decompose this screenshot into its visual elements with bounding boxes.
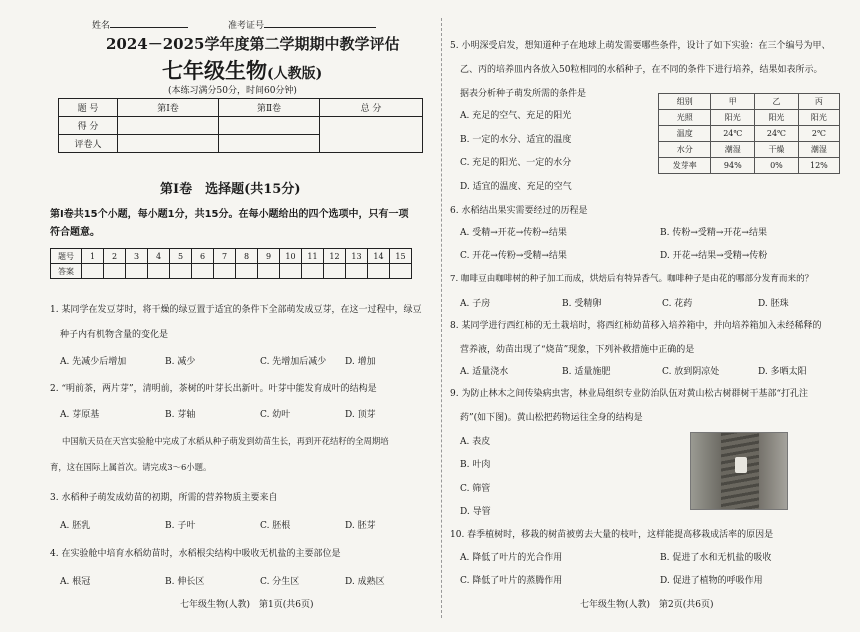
experiment-row-label: 光照 xyxy=(659,110,711,126)
question-5-stem-2: 乙、丙的培养皿内各放入50粒相同的水稻种子，在不同的条件下进行培养，结果如表所示。 xyxy=(460,65,823,75)
answer-number: 3 xyxy=(126,249,148,264)
question-9-option-a[interactable]: A. 表皮 xyxy=(460,437,491,447)
score-cell xyxy=(219,117,320,135)
question-5-option-d[interactable]: D. 适宜的温度、充足的空气 xyxy=(460,182,572,192)
answer-number: 9 xyxy=(258,249,280,264)
answer-table xyxy=(50,248,412,279)
question-5-stem: 5. 小明深受启发，想知道种子在地球上萌发需要哪些条件，设计了如下实验：在三个编号为甲、 xyxy=(450,41,831,51)
question-1-option-d[interactable]: D. 增加 xyxy=(345,357,376,367)
page-divider xyxy=(441,18,442,618)
answer-number: 12 xyxy=(324,249,346,264)
question-8-option-a[interactable]: A. 适量浇水 xyxy=(460,367,509,377)
question-1-stem-2: 种子内有机物含量的变化是 xyxy=(60,330,169,340)
question-6-option-a[interactable]: A. 受精→开花→传粉→结果 xyxy=(460,228,567,238)
answer-number: 11 xyxy=(302,249,324,264)
id-line xyxy=(264,18,376,28)
question-8-option-d[interactable]: D. 多晒太阳 xyxy=(758,367,807,377)
section1-instruction: 第Ⅰ卷共15个小题，每小题1分，共15分。在每小题给出的四个选项中，只有一项 xyxy=(50,209,409,220)
score-header-part1: 第Ⅰ卷 xyxy=(118,99,219,117)
name-field xyxy=(92,18,188,31)
answer-cell[interactable] xyxy=(192,264,214,279)
experiment-row-label: 水分 xyxy=(659,142,711,158)
experiment-cell: 94% xyxy=(711,158,755,174)
left-page xyxy=(50,0,435,632)
answer-number: 8 xyxy=(236,249,258,264)
experiment-cell: 阳光 xyxy=(711,110,755,126)
question-2-option-b[interactable]: B. 芽轴 xyxy=(165,410,196,420)
question-6-stem: 6. 水稻结出果实需要经过的历程是 xyxy=(450,206,588,216)
question-4-option-b[interactable]: B. 伸长区 xyxy=(165,577,205,587)
question-10-option-d[interactable]: D. 促进了植物的呼吸作用 xyxy=(660,576,763,586)
question-9-option-c[interactable]: C. 筛管 xyxy=(460,484,491,494)
question-2-option-a[interactable]: A. 芽原基 xyxy=(60,410,100,420)
score-cell xyxy=(118,135,219,153)
answer-cell[interactable] xyxy=(258,264,280,279)
question-4-option-a[interactable]: A. 根冠 xyxy=(60,577,91,587)
question-8-option-c[interactable]: C. 放到阴凉处 xyxy=(662,367,720,377)
question-2-option-c[interactable]: C. 幼叶 xyxy=(260,410,291,420)
question-7-option-d[interactable]: D. 胚珠 xyxy=(758,299,789,309)
experiment-header: 乙 xyxy=(755,94,799,110)
question-8-stem: 8. 某同学进行西红柿的无土栽培时，将西红柿幼苗移入培养箱中，并向培养箱加入未经稀释的 xyxy=(450,321,822,331)
question-7-option-b[interactable]: B. 受精卵 xyxy=(562,299,602,309)
question-2-stem: 2. “明前茶，两片芽”，清明前，茶树的叶芽长出新叶。叶芽中能发育成叶的结构是 xyxy=(50,384,377,394)
experiment-cell: 阳光 xyxy=(755,110,799,126)
question-3-option-d[interactable]: D. 胚芽 xyxy=(345,521,376,531)
experiment-header: 组别 xyxy=(659,94,711,110)
answer-cell[interactable] xyxy=(324,264,346,279)
question-6-option-c[interactable]: C. 开花→传粉→受精→结果 xyxy=(460,251,567,261)
right-page xyxy=(450,0,850,632)
score-row-grader: 评卷人 xyxy=(59,135,118,153)
question-10-option-c[interactable]: C. 降低了叶片的蒸腾作用 xyxy=(460,576,563,586)
experiment-cell: 干燥 xyxy=(755,142,799,158)
answer-cell[interactable] xyxy=(236,264,258,279)
answer-cell[interactable] xyxy=(126,264,148,279)
answer-cell[interactable] xyxy=(280,264,302,279)
question-7-option-a[interactable]: A. 子房 xyxy=(460,299,491,309)
question-9-stem-2: 药”(如下图)。黄山松把药物运往全身的结构是 xyxy=(460,413,643,423)
question-2-option-d[interactable]: D. 顶芽 xyxy=(345,410,376,420)
section1-instruction-2: 符合题意。 xyxy=(50,227,100,238)
name-label: 姓名 xyxy=(92,21,111,31)
question-7-option-c[interactable]: C. 花药 xyxy=(662,299,693,309)
answer-cell[interactable] xyxy=(214,264,236,279)
answer-number: 10 xyxy=(280,249,302,264)
subject-name: 七年级生物 xyxy=(162,58,267,83)
answer-number: 14 xyxy=(368,249,390,264)
question-1-stem: 1. 某同学在发豆芽时，将干燥的绿豆置于适宜的条件下全部萌发成豆芽，在这一过程中，绿豆 xyxy=(50,305,422,315)
question-4-option-d[interactable]: D. 成熟区 xyxy=(345,577,385,587)
answer-cell[interactable] xyxy=(82,264,104,279)
score-row-score: 得 分 xyxy=(59,117,118,135)
answer-row-answer-label: 答案 xyxy=(51,264,82,279)
score-table xyxy=(58,98,423,153)
question-8-stem-2: 营养液，幼苗出现了“烧苗”现象，下列补救措施中正确的是 xyxy=(460,345,695,355)
score-header-part2: 第Ⅱ卷 xyxy=(219,99,320,117)
question-4-option-c[interactable]: C. 分生区 xyxy=(260,577,300,587)
exam-note: (本练习满分50分，时间60分钟) xyxy=(168,86,297,96)
question-9-stem: 9. 为防止林木之间传染病虫害，林业局组织专业防治队伍对黄山松古树群树干基部“打孔注 xyxy=(450,389,809,399)
question-10-stem: 10. 春季植树时，移栽的树苗被剪去大量的枝叶，这样能提高移栽成活率的原因是 xyxy=(450,530,774,540)
exam-title: 2024－2025学年度第二学期期中教学评估 xyxy=(106,35,400,53)
answer-number: 7 xyxy=(214,249,236,264)
score-header-number: 题 号 xyxy=(59,99,118,117)
question-10-option-a[interactable]: A. 降低了叶片的光合作用 xyxy=(460,553,563,563)
experiment-cell: 0% xyxy=(755,158,799,174)
experiment-row-label: 发芽率 xyxy=(659,158,711,174)
question-4-stem: 4. 在实验舱中培育水稻幼苗时，水稻根尖结构中吸收无机盐的主要部位是 xyxy=(50,549,341,559)
experiment-cell: 阳光 xyxy=(798,110,839,126)
answer-number: 4 xyxy=(148,249,170,264)
score-cell-total xyxy=(320,117,423,153)
answer-cell[interactable] xyxy=(368,264,390,279)
footer-right: 七年级生物(人教) 第2页(共6页) xyxy=(580,600,714,610)
subject-title xyxy=(162,55,322,85)
id-field xyxy=(228,18,376,31)
answer-number: 6 xyxy=(192,249,214,264)
section1-title: 第Ⅰ卷 选择题(共15分) xyxy=(160,182,301,197)
experiment-row-label: 温度 xyxy=(659,126,711,142)
experiment-table xyxy=(658,93,840,174)
question-5-option-b[interactable]: B. 一定的水分、适宜的温度 xyxy=(460,135,572,145)
question-1-option-a[interactable]: A. 先减少后增加 xyxy=(60,357,127,367)
question-5-option-c[interactable]: C. 充足的阳光、一定的水分 xyxy=(460,158,572,168)
experiment-cell: 12% xyxy=(798,158,839,174)
answer-number: 13 xyxy=(346,249,368,264)
question-1-option-b[interactable]: B. 减少 xyxy=(165,357,196,367)
answer-number: 15 xyxy=(390,249,412,264)
answer-cell[interactable] xyxy=(390,264,412,279)
experiment-header: 甲 xyxy=(711,94,755,110)
question-7-stem: 7. 咖啡豆由咖啡树的种子加工而成，烘焙后有特异香气。咖啡种子是由花的哪部分发育而来的？ xyxy=(450,274,814,284)
footer-left: 七年级生物(人教) 第1页(共6页) xyxy=(180,600,314,610)
tree-trunk-photo xyxy=(690,432,788,510)
answer-row-number-label: 题号 xyxy=(51,249,82,264)
answer-cell[interactable] xyxy=(148,264,170,279)
question-8-option-b[interactable]: B. 适量施肥 xyxy=(562,367,611,377)
experiment-cell: 潮湿 xyxy=(798,142,839,158)
question-3-option-a[interactable]: A. 胚乳 xyxy=(60,521,91,531)
score-cell xyxy=(118,117,219,135)
experiment-header: 丙 xyxy=(798,94,839,110)
experiment-cell: 潮湿 xyxy=(711,142,755,158)
answer-number: 2 xyxy=(104,249,126,264)
name-line xyxy=(110,18,188,28)
question-5-stem-3: 据表分析种子萌发所需的条件是 xyxy=(460,89,587,99)
question-3-stem: 3. 水稻种子萌发成幼苗的初期，所需的营养物质主要来自 xyxy=(50,493,278,503)
score-header-total: 总 分 xyxy=(320,99,423,117)
question-3-option-b[interactable]: B. 子叶 xyxy=(165,521,196,531)
answer-cell[interactable] xyxy=(346,264,368,279)
question-9-option-d[interactable]: D. 导管 xyxy=(460,507,491,517)
question-3-option-c[interactable]: C. 胚根 xyxy=(260,521,291,531)
answer-cell[interactable] xyxy=(170,264,192,279)
experiment-cell: 24℃ xyxy=(755,126,799,142)
question-6-option-b[interactable]: B. 传粉→受精→开花→结果 xyxy=(660,228,767,238)
question-1-option-c[interactable]: C. 先增加后减少 xyxy=(260,357,327,367)
answer-cell[interactable] xyxy=(302,264,324,279)
medicine-bag xyxy=(735,457,747,473)
question-9-option-b[interactable]: B. 叶肉 xyxy=(460,460,491,470)
subject-edition: (人教版) xyxy=(267,66,323,82)
question-6-option-d[interactable]: D. 开花→结果→受精→传粉 xyxy=(660,251,768,261)
passage-text-2: 育，这在国际上属首次。请完成3～6小题。 xyxy=(50,462,212,472)
score-cell xyxy=(219,135,320,153)
answer-number: 1 xyxy=(82,249,104,264)
id-label: 准考证号 xyxy=(228,21,265,31)
experiment-cell: 24℃ xyxy=(711,126,755,142)
experiment-cell: 2℃ xyxy=(798,126,839,142)
passage-text: 中国航天员在天宫实验舱中完成了水稻从种子萌发到幼苗生长，再到开花结籽的全周期培 xyxy=(62,436,389,446)
answer-cell[interactable] xyxy=(104,264,126,279)
answer-number: 5 xyxy=(170,249,192,264)
question-10-option-b[interactable]: B. 促进了水和无机盐的吸收 xyxy=(660,553,772,563)
question-5-option-a[interactable]: A. 充足的空气、充足的阳光 xyxy=(460,111,572,121)
